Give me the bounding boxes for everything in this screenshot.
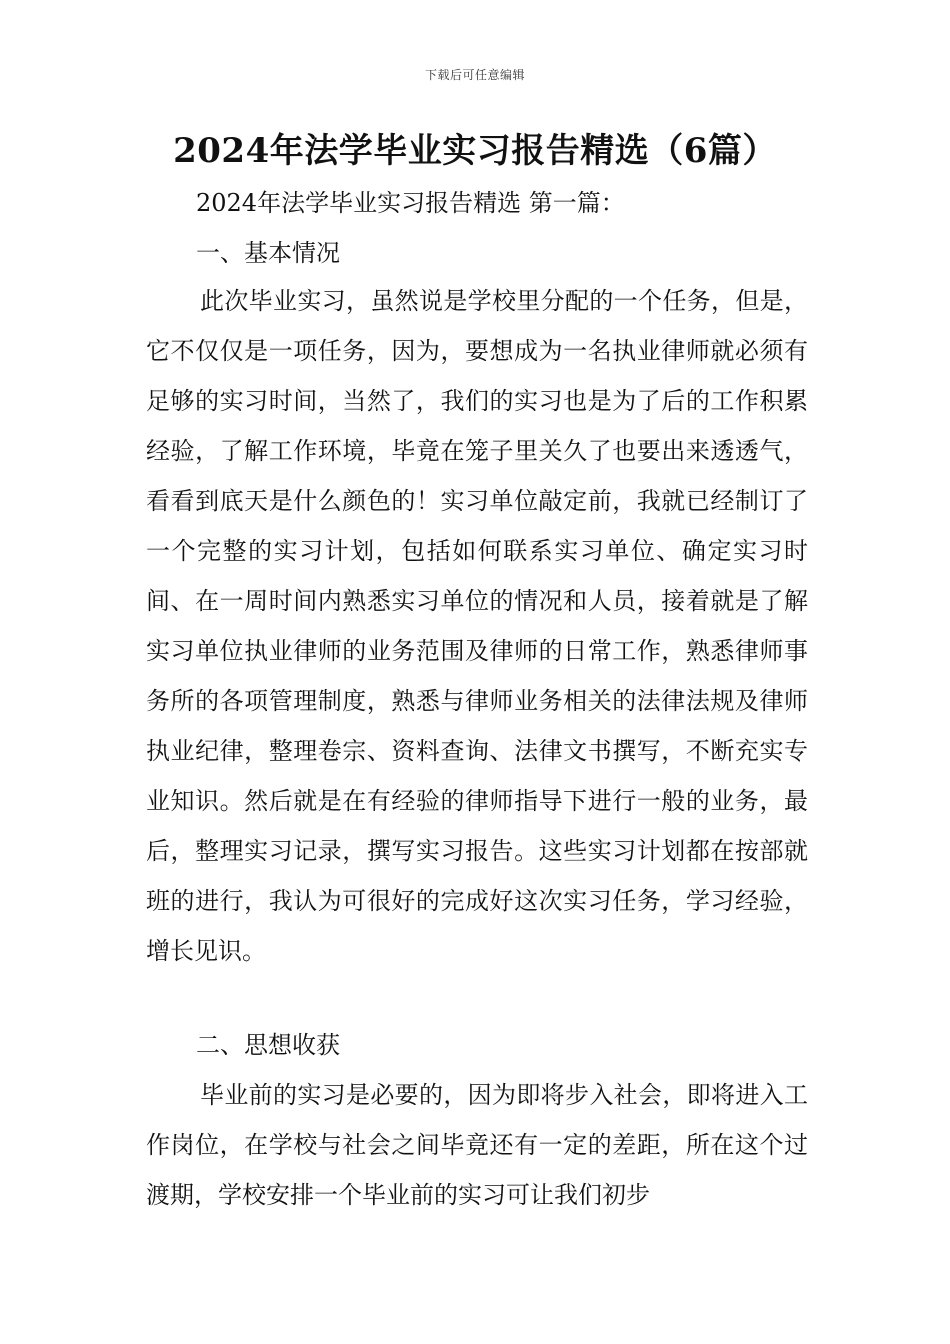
section-heading-thoughts: 二、思想收获 bbox=[196, 1031, 340, 1059]
header-note: 下载后可任意编辑 bbox=[424, 68, 525, 82]
section-paragraph-thoughts bbox=[146, 1070, 808, 1220]
section-heading-basic-info: 一、基本情况 bbox=[196, 239, 340, 267]
document-title: 2024年法学毕业实习报告精选（6篇） bbox=[173, 131, 777, 171]
chapter-subtitle: 2024年法学毕业实习报告精选 第一篇： bbox=[196, 189, 625, 217]
section-paragraph-basic-info bbox=[146, 276, 808, 976]
paragraph-text: 毕业前的实习是必要的，因为即将步入社会，即将进入工作岗位，在学校与社会之间毕竟还有一定的差距，所在这个过渡期，学校安排一个毕业前的实习可让我们初步 bbox=[146, 1081, 808, 1209]
paragraph-text: 此次毕业实习，虽然说是学校里分配的一个任务，但是，它不仅仅是一项任务，因为，要想成为一名执业律师就必须有足够的实习时间，当然了，我们的实习也是为了后的工作积累经验，了解工作环境，毕竟在笼子里关久了也要出来透透气，看看到底天是什么颜色的！实习单位敲定前，我就已经制订了一个完整的实习计划，包括如何联系实习单位、确定实习时间、在一周时间内熟悉实习单位的情况和人员，接着就是了解实习单位执业律师的业务范围及律师的日常工作，熟悉律师事务所的各项管理制度，熟悉与律师业务相关的法律法规及律师执业纪律，整理卷宗、资料查询、法律文书撰写，不断充实专业知识。然后就是在有经验的律师指导下进行一般的业务，最后，整理实习记录，撰写实习报告。这些实习计划都在按部就班的进行，我认为可很好的完成好这次实习任务，学习经验，增长见识。 bbox=[146, 287, 808, 965]
